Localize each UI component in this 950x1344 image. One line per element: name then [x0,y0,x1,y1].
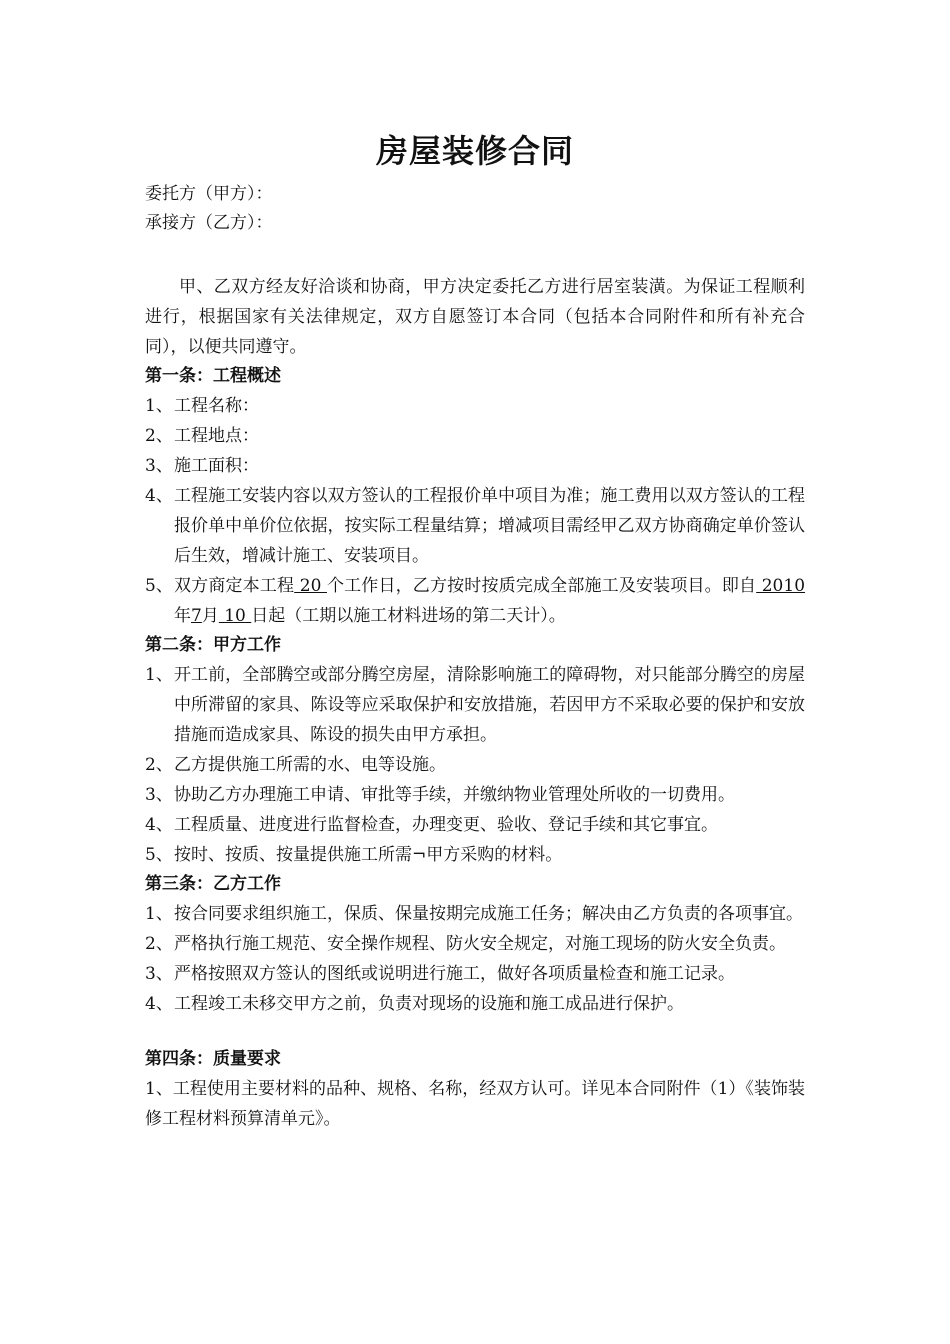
item-text: 开工前，全部腾空或部分腾空房屋，清除影响施工的障碍物，对只能部分腾空的房屋中所滞留的家具、陈设等应采取保护和安放措施，若因甲方不采取必要的保护和安放措施而造成家具、陈设的损失由甲方承担。 [174,665,805,745]
article1-item-schedule [145,571,805,631]
article3-item [145,989,805,1019]
article3-heading: 第三条：乙方工作 [145,874,281,894]
article1-heading: 第一条：工程概述 [145,366,281,386]
item-text: 按时、按质、按量提供施工所需¬甲方采购的材料。 [174,845,563,865]
month-label: 月 [201,606,219,626]
contractor-party-line: 承接方（乙方）： [145,213,273,233]
item-text: 协助乙方办理施工申请、审批等手续，并缴纳物业管理处所收的一切费用。 [174,785,735,805]
start-year-value: 2010 [756,576,806,596]
item-number: 3、 [145,456,173,476]
article1-item [145,421,805,451]
item-number: 4、 [145,486,173,506]
item-number: 1、 [145,665,173,685]
item-number: 5、 [145,576,173,596]
article2-item [145,810,805,840]
article1-item [145,481,805,571]
article2-heading: 第二条：甲方工作 [145,635,281,655]
item-number: 1、 [145,396,173,416]
item-text: 严格按照双方签认的图纸或说明进行施工，做好各项质量检查和施工记录。 [174,964,735,984]
article1-item [145,451,805,481]
item-text: 工程竣工未移交甲方之前，负责对现场的设施和施工成品进行保护。 [174,994,684,1014]
item-number: 3、 [145,785,173,805]
start-day-value: 10 [218,606,252,626]
article4-heading: 第四条：质量要求 [145,1049,281,1069]
item-text: 工程施工安装内容以双方签认的工程报价单中项目为准；施工费用以双方签认的工程报价单中单价位依据，按实际工程量结算；增减项目需经甲乙双方协商确定单价签认后生效，增减计施工、安装项目。 [174,486,805,566]
article3-item [145,929,805,959]
item-number: 1、 [145,904,173,924]
item-text: 严格执行施工规范、安全操作规程、防火安全规定，对施工现场的防火安全负责。 [174,934,786,954]
item-text: 工程地点： [174,426,259,446]
item-text: 乙方提供施工所需的水、电等设施。 [174,755,446,775]
item-number: 2、 [145,934,173,954]
document-title: 房屋装修合同 [375,132,574,170]
contract-body [145,180,805,1134]
item-number: 4、 [145,815,173,835]
article2-item [145,750,805,780]
item-text: 施工面积： [174,456,259,476]
article4-item: 1、工程使用主要材料的品种、规格、名称，经双方认可。详见本合同附件（1）《装饰装修工程材料预算清单元》。 [145,1079,805,1129]
item-number: 4、 [145,994,173,1014]
article1-item [145,391,805,421]
schedule-text-1: 双方商定本工程 [174,576,295,596]
intro-paragraph: 甲、乙双方经友好洽谈和协商，甲方决定委托乙方进行居室装潢。为保证工程顺利进行，根据国家有关法律规定，双方自愿签订本合同（包括本合同附件和所有补充合同），以便共同遵守。 [145,277,805,357]
item-text: 工程质量、进度进行监督检查，办理变更、验收、登记手续和其它事宜。 [174,815,718,835]
client-party-line: 委托方（甲方）： [145,184,273,204]
item-text: 工程名称： [174,396,259,416]
section-gap [145,1019,805,1045]
article2-item [145,840,805,870]
article3-item [145,899,805,929]
start-month-value: 7 [191,606,202,626]
work-days-value: 20 [294,576,327,596]
article2-item [145,780,805,810]
item-number: 3、 [145,964,173,984]
schedule-text-2: 个工作日，乙方按时按质完成全部施工及安装项目。即自 [326,576,757,596]
schedule-text-3: 日起（工期以施工材料进场的第二天计）。 [251,606,566,626]
article2-item [145,660,805,750]
item-text: 按合同要求组织施工，保质、保量按期完成施工任务；解决由乙方负责的各项事宜。 [174,904,803,924]
item-number: 5、 [145,845,173,865]
year-label: 年 [174,606,191,626]
item-number: 2、 [145,426,173,446]
article3-item [145,959,805,989]
item-number: 2、 [145,755,173,775]
